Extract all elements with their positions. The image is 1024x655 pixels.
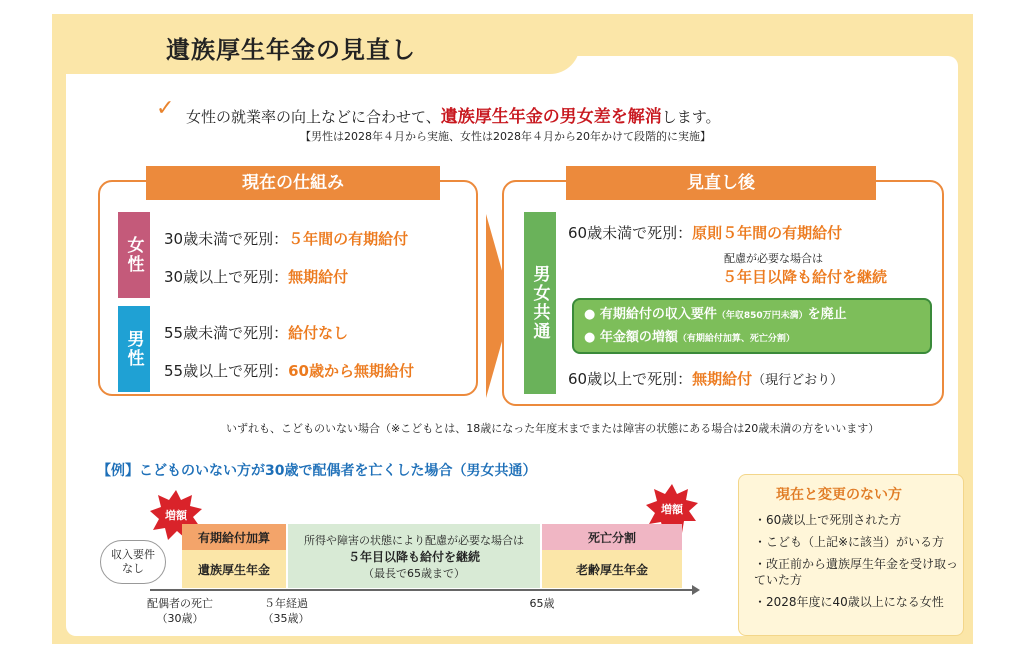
bullet-increase: ● 年金額の増額（有期給付加算、死亡分割） <box>584 330 795 345</box>
check-icon: ✓ <box>156 96 175 121</box>
current-row-1: 30歳未満で死別：５年間の有期給付 <box>164 230 409 248</box>
income-req-bubble: 収入要件なし <box>100 540 166 584</box>
lead-text: 女性の就業率の向上などに合わせて、遺族厚生年金の男女差を解消します。 <box>186 107 721 127</box>
current-row-3: 55歳未満で死別：給付なし <box>164 324 349 342</box>
unchanged-item-3: ・改正前から遺族厚生年金を受け取っていた方 <box>754 557 959 587</box>
example-title: 【例】こどものいない方が30歳で配偶者を亡くした場合（男女共通） <box>97 463 537 479</box>
increase-burst-left: 増額 <box>150 490 202 542</box>
timeline-axis <box>150 589 698 591</box>
unchanged-title: 現在と変更のない方 <box>776 487 902 503</box>
box-kasan: 有期給付加算 <box>182 524 286 550</box>
page-title: 遺族厚生年金の見直し <box>166 36 416 64</box>
female-tag: 女性 <box>118 212 150 298</box>
lead-highlight: 遺族厚生年金の男女差を解消 <box>440 107 662 127</box>
common-tag: 男女共通 <box>524 212 556 394</box>
box-care-continue: 所得や障害の状態により配慮が必要な場合は ５年目以降も給付を継続 （最長で65歳まで） <box>288 524 540 588</box>
box-shibou: 死亡分割 <box>542 524 682 550</box>
unchanged-item-1: ・60歳以上で死別された方 <box>754 513 902 527</box>
male-tag: 男性 <box>118 306 150 392</box>
increase-burst-right: 増額 <box>646 484 698 536</box>
box-rourei: 老齢厚生年金 <box>542 550 682 588</box>
revised-row-2: 60歳以上で死別：無期給付（現行どおり） <box>568 370 844 388</box>
box-izoku: 遺族厚生年金 <box>182 550 286 588</box>
care-note: 配慮が必要な場合は <box>724 252 823 265</box>
unchanged-item-4: ・2028年度に40歳以上になる女性 <box>754 595 944 609</box>
unchanged-item-2: ・こども（上記※に該当）がいる方 <box>754 535 945 549</box>
current-row-4: 55歳以上で死別：60歳から無期給付 <box>164 362 414 380</box>
axis-label-death: 配偶者の死亡 （30歳） <box>147 597 213 625</box>
axis-arrow-icon <box>692 585 700 595</box>
revised-header: 見直し後 <box>566 166 876 200</box>
bullet-income-req: ● 有期給付の収入要件（年収850万円未満）を廃止 <box>584 307 847 322</box>
care-value: ５年目以降も給付を継続 <box>722 268 888 286</box>
child-definition-note: いずれも、こどものいない場合（※こどもとは、18歳になった年度末までまたは障害の状態にある場合は20歳未満の方をいいます） <box>226 422 880 435</box>
current-header: 現在の仕組み <box>146 166 440 200</box>
revised-row-1: 60歳未満で死別：原則５年間の有期給付 <box>568 224 843 242</box>
axis-label-65: 65歳 <box>529 597 555 610</box>
changes-box <box>572 298 932 354</box>
current-row-2: 30歳以上で死別：無期給付 <box>164 268 349 286</box>
axis-label-5y: ５年経過 （35歳） <box>262 597 310 625</box>
implementation-note: 【男性は2028年４月から実施、女性は2028年４月から20年かけて段階的に実施】 <box>300 130 711 143</box>
